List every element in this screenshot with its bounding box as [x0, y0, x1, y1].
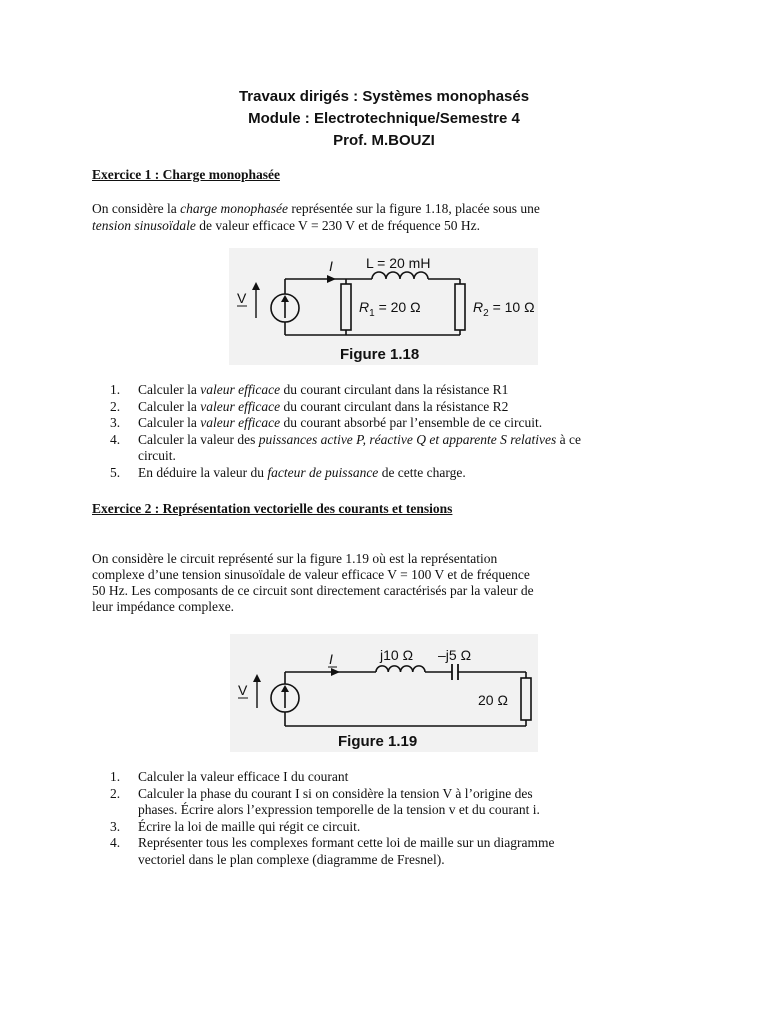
- voltage-arrowhead-icon: [252, 282, 260, 290]
- question-text: [138, 382, 670, 399]
- r1-label: $R_1 = 20$ Ω: [359, 299, 421, 319]
- text-segment: En déduire la valeur du: [138, 464, 268, 480]
- text-segment: représentée sur la figure 1.18, placée sous une: [287, 201, 540, 216]
- intro-line-1: [92, 200, 612, 217]
- list-item: [110, 769, 670, 786]
- intro-line: complexe d’une tension sinusoïdale de valeur efficace V = 100 V et de fréquence: [92, 567, 530, 582]
- capacitor-label: –j5 Ω: [438, 647, 472, 663]
- question-text: Calculer la valeur efficace I du courant: [138, 769, 349, 784]
- exercise-2-title: Exercice 2 : Représentation vectorielle des courants et tensions: [92, 501, 453, 516]
- question-text: [138, 465, 670, 482]
- header-professor: Prof. M.BOUZI: [333, 132, 435, 149]
- voltage-label: V: [238, 682, 248, 698]
- text-segment: de cette charge.: [378, 464, 466, 480]
- question-text: [138, 415, 670, 432]
- list-number: 5.: [110, 464, 121, 480]
- list-number: 3.: [110, 818, 121, 834]
- current-arrowhead-icon: [331, 668, 340, 676]
- list-number: 2.: [110, 785, 121, 801]
- question-text: Écrire la loi de maille qui régit ce circuit.: [138, 818, 361, 834]
- list-number: 4.: [110, 431, 121, 447]
- list-number: 1.: [110, 382, 121, 397]
- exercise-1-questions: [110, 382, 670, 481]
- inductor-icon: [372, 272, 428, 279]
- text-segment: Calculer la valeur des: [138, 431, 259, 447]
- text-segment: du courant circulant dans la résistance R1: [280, 382, 509, 397]
- figure-1-18-caption: Figure 1.18: [340, 346, 420, 363]
- resistor-r2-icon: [455, 284, 465, 330]
- question-text: [138, 432, 670, 449]
- intro-line-2: [92, 217, 612, 234]
- question-text: [138, 399, 670, 416]
- text-italic: facteur de puissance: [267, 464, 379, 480]
- figure-1-19: [230, 634, 538, 752]
- header-title: Travaux dirigés : Systèmes monophasés: [238, 88, 530, 105]
- text-segment: de valeur efficace V = 230 V et de fréquence 50 Hz.: [195, 218, 481, 233]
- circuit-diagram-1-18: [229, 248, 538, 365]
- exercise-1-title: Exercice 1 : Charge monophasée: [92, 167, 280, 182]
- list-item: [110, 399, 670, 416]
- question-text-continued: phases. Écrire alors l’expression temporelle de la tension v et du courant i.: [138, 802, 540, 817]
- inductor-icon: [376, 666, 425, 672]
- intro-line: leur impédance complexe.: [92, 599, 235, 614]
- text-segment: du courant circulant dans la résistance R2: [280, 398, 509, 414]
- current-arrowhead-icon: [327, 275, 336, 283]
- text-segment: du courant absorbé par l’ensemble de ce circuit.: [280, 415, 543, 430]
- current-label: I: [329, 258, 333, 274]
- text-italic: tension sinusoïdale: [92, 218, 196, 233]
- header-module: Module : Electrotechnique/Semestre 4: [248, 110, 520, 127]
- exercise-2-intro: [92, 551, 612, 615]
- text-italic: valeur efficace: [200, 415, 281, 430]
- resistor-icon: [521, 678, 531, 720]
- list-item: [110, 835, 670, 868]
- list-number: 3.: [110, 415, 121, 430]
- inductor-label: j10 Ω: [380, 647, 414, 663]
- voltage-arrowhead-icon: [253, 674, 261, 682]
- document-header: [0, 86, 768, 152]
- question-text-continued: circuit.: [138, 448, 176, 463]
- text-italic: valeur efficace: [200, 382, 281, 397]
- current-label: I: [329, 651, 333, 667]
- question-text-continued: vectoriel dans le plan complexe (diagramme de Fresnel).: [138, 851, 445, 867]
- question-text: Calculer la phase du courant I si on considère la tension V à l’origine des: [138, 785, 533, 801]
- exercise-2-questions: [110, 769, 670, 868]
- text-segment: On considère la: [92, 201, 181, 216]
- text-segment: à ce: [556, 431, 581, 447]
- list-number: 1.: [110, 769, 121, 784]
- exercise-1-intro: [92, 200, 612, 234]
- voltage-label: V: [237, 290, 247, 306]
- resistor-r1-icon: [341, 284, 351, 330]
- list-item: [110, 432, 670, 465]
- figure-1-19-caption: Figure 1.19: [338, 733, 418, 750]
- text-segment: Calculer la: [138, 415, 201, 430]
- circuit-diagram-1-19: [230, 634, 538, 752]
- list-item: [110, 415, 670, 432]
- figure-1-18: [229, 248, 538, 365]
- text-segment: Calculer la: [138, 382, 201, 397]
- list-item: [110, 819, 670, 836]
- list-number: 2.: [110, 398, 121, 414]
- question-text: Représenter tous les complexes formant cette loi de maille sur un diagramme: [138, 835, 555, 850]
- text-italic: charge monophasée: [180, 201, 288, 216]
- list-item: [110, 382, 670, 399]
- text-italic: valeur efficace: [200, 398, 281, 414]
- text-italic: puissances active P, réactive Q et apparente S relatives: [258, 431, 557, 447]
- resistor-label: 20 Ω: [478, 692, 508, 708]
- r2-label: $R_2 = 10$ Ω: [473, 299, 535, 319]
- list-item: [110, 465, 670, 482]
- list-number: 4.: [110, 835, 121, 850]
- list-item: [110, 786, 670, 819]
- inductor-label: L = 20 mH: [366, 255, 431, 271]
- intro-line: 50 Hz. Les composants de ce circuit sont directement caractérisés par la valeur de: [92, 583, 534, 598]
- intro-line: On considère le circuit représenté sur la figure 1.19 où est la représentation: [92, 551, 498, 566]
- text-segment: Calculer la: [138, 398, 201, 414]
